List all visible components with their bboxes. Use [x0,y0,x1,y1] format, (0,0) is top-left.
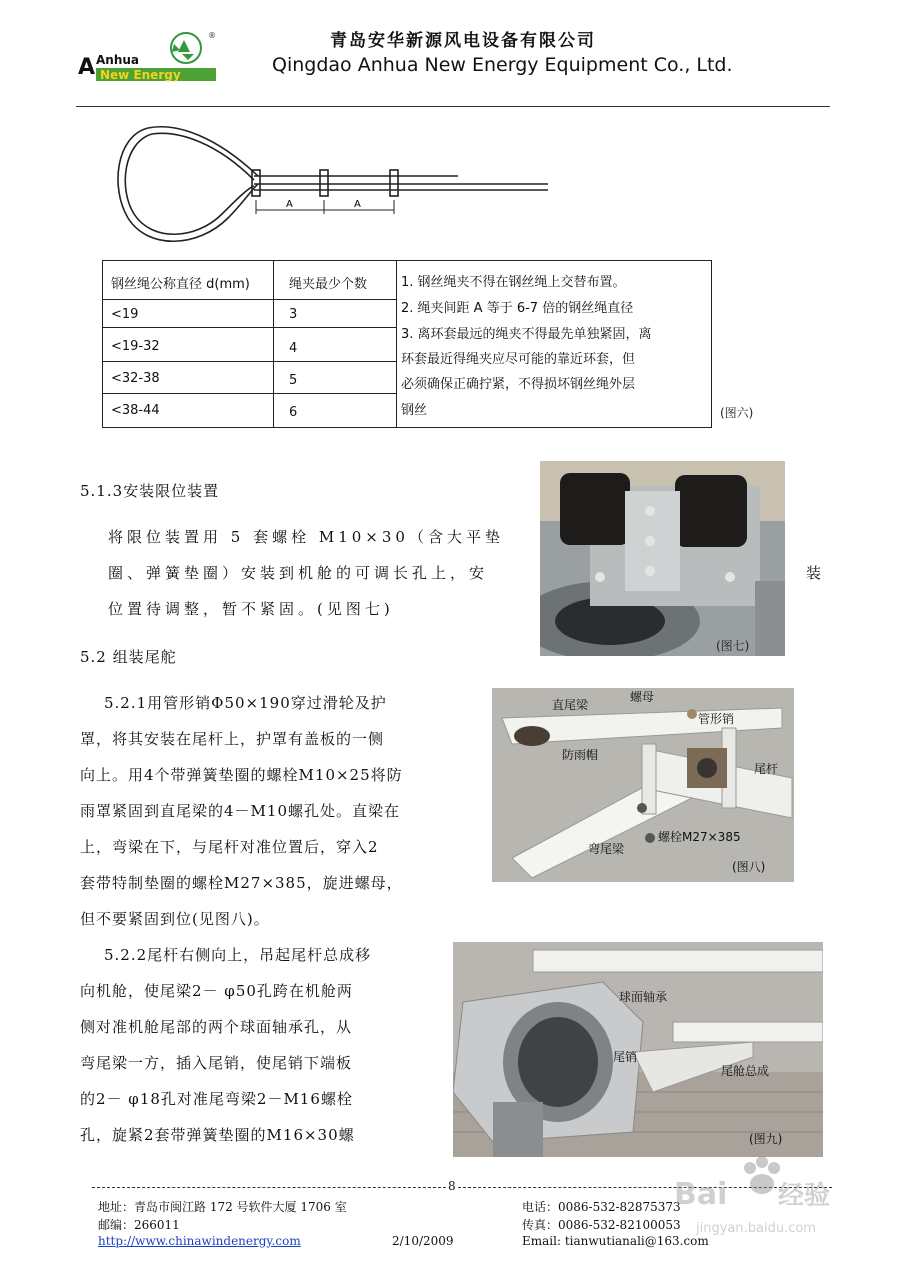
section-522-line: 5.2.2尾杆右侧向上，吊起尾杆总成移 [104,946,372,964]
section-521-line: 上，弯梁在下，与尾杆对准位置后，穿入2 [80,838,379,856]
table-note-line: 必须确保正确拧紧，不得损坏钢丝绳外层 [401,377,636,392]
table-header-diameter: 钢丝绳公称直径 d(mm) [111,277,250,292]
footer-date: 2/10/2009 [392,1234,454,1248]
label-tube-pin: 管形销 [698,712,735,726]
table-cell: <19-32 [111,339,160,354]
footer-website-link[interactable]: http://www.chinawindenergy.com [98,1234,301,1248]
registered-mark: ® [208,31,216,40]
section-513-line: 将限位装置用 5 套螺栓 M10×30（含大平垫 [108,528,504,546]
table-cell: 3 [289,307,298,322]
label-nut: 螺母 [630,690,655,704]
dimension-a-label-1: A [286,199,293,210]
table-note-line: 1. 钢丝绳夹不得在钢丝绳上交替布置。 [401,275,626,290]
label-tail-rod: 尾杆 [754,762,779,776]
label-rain-cap: 防雨帽 [562,748,599,762]
table-cell: 5 [289,373,298,388]
label-curved-beam: 弯尾梁 [588,842,625,856]
svg-text:A: A [78,55,96,80]
paw-icon [744,1156,780,1194]
footer-postcode: 邮编：266011 [98,1218,180,1232]
section-522-line: 弯尾梁一方，插入尾销，使尾销下端板 [80,1054,353,1072]
footer-fax: 传真：0086-532-82100053 [522,1218,681,1232]
figure-9-photo [453,942,823,1157]
table-note-line: 3. 离环套最远的绳夹不得最先单独紧固，离 [401,327,652,342]
baidu-watermark [668,1152,858,1238]
header-divider [76,106,830,107]
table-header-count: 绳夹最少个数 [289,277,368,292]
logo-text-bottom: New Energy [100,68,181,82]
company-name-en: Qingdao Anhua New Energy Equipment Co., Ltd. [272,54,733,76]
section-521-line: 罩，将其安装在尾杆上，护罩有盖板的一侧 [80,730,385,748]
figure-6-label: (图六) [720,406,754,420]
figure-7-photo [540,461,785,656]
recycle-icon [171,33,201,63]
wire-rope-clip-diagram [108,118,558,256]
section-521-line: 5.2.1用管形销Φ50×190穿过滑轮及护 [104,694,387,712]
table-cell: <32-38 [111,371,160,386]
section-513-overflow-char: 装 [806,564,823,582]
label-bolt: 螺栓M27×385 [658,830,741,844]
dimension-a-label-2: A [354,199,361,210]
label-straight-beam: 直尾梁 [552,698,589,712]
table-note-line: 钢丝 [401,403,428,418]
section-513-heading: 5.1.3安装限位装置 [80,482,220,500]
section-513-line: 位置待调整，暂不紧固。(见图七) [108,600,394,618]
label-bearing: 球面轴承 [619,990,668,1004]
section-522-line: 孔，旋紧2套带弹簧垫圈的M16×30螺 [80,1126,355,1144]
section-522-line: 的2－ φ18孔对准尾弯梁2－M16螺栓 [80,1090,353,1108]
figure-8-photo [492,688,794,882]
figure-7-caption: (图七) [716,639,750,653]
page-number: 8 [448,1179,456,1193]
watermark-url: jingyan.baidu.com [696,1221,816,1236]
company-name-cn: 青岛安华新源风电设备有限公司 [330,31,596,51]
section-522-line: 向机舱，使尾梁2－ φ50孔跨在机舱两 [80,982,353,1000]
footer-email: Email: tianwutianali@163.com [522,1234,709,1248]
section-522-line: 侧对准机舱尾部的两个球面轴承孔，从 [80,1018,353,1036]
figure-8-caption: (图八) [732,860,766,874]
logo-text-top: Anhua [96,53,140,67]
section-521-line: 但不要紧固到位(见图八)。 [80,910,270,928]
section-52-heading: 5.2 组装尾舵 [80,648,177,666]
watermark-brand: Bai [674,1177,728,1212]
table-cell: <38-44 [111,403,160,418]
clip-spec-table [102,260,712,428]
section-513-line: 圈、弹簧垫圈）安装到机舱的可调长孔上，安 [108,564,489,582]
footer-phone: 电话：0086-532-82875373 [522,1200,681,1214]
label-tail-assembly: 尾舱总成 [721,1064,770,1078]
label-tail-pin: 尾销 [613,1050,638,1064]
table-note-line: 环套最近得绳夹应尽可能的靠近环套，但 [401,352,636,367]
figure-9-caption: (图九) [749,1132,783,1146]
watermark-brand-cn: 经验 [778,1181,831,1211]
footer-address: 地址：青岛市闽江路 172 号软件大厦 1706 室 [98,1200,347,1214]
section-521-line: 向上。用4个带弹簧垫圈的螺栓M10×25将防 [80,766,403,784]
company-logo [78,30,218,86]
table-cell: <19 [111,307,139,322]
table-note-line: 2. 绳夹间距 A 等于 6-7 倍的钢丝绳直径 [401,301,634,316]
table-cell: 6 [289,405,298,420]
section-521-line: 套带特制垫圈的螺栓M27×385，旋进螺母， [80,874,403,892]
table-cell: 4 [289,341,298,356]
section-521-line: 雨罩紧固到直尾梁的4－M10螺孔处。直梁在 [80,802,400,820]
